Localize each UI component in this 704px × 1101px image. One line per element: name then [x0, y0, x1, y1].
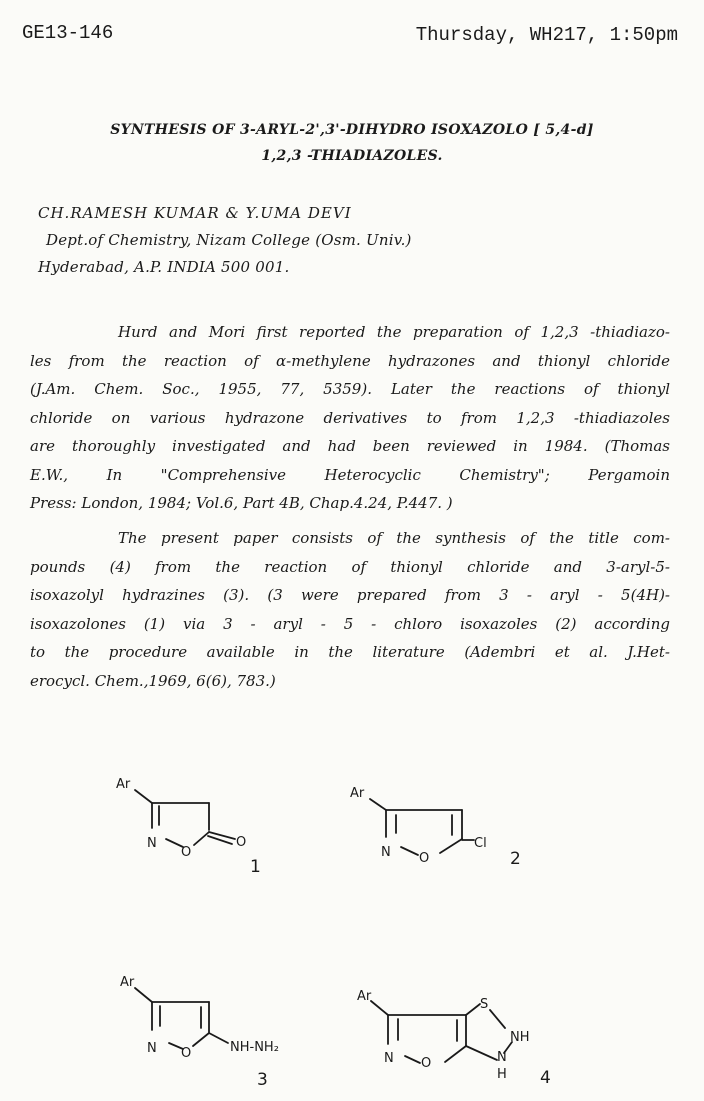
structure-1-number: 1 — [250, 857, 261, 877]
paragraph-line: E.W., In "Comprehensive Heterocyclic Chemistry"; Pergamoin — [30, 465, 670, 484]
structure-3-ar: Ar — [120, 975, 135, 990]
paragraph-line: are thoroughly investigated and had been reviewed in 1984. (Thomas — [30, 437, 670, 455]
paragraph-line: to the procedure available in the literature (Adembri et al. J.Het- — [30, 643, 670, 661]
affiliation-line-1: Dept.of Chemistry, Nizam College (Osm. Univ.) — [46, 231, 412, 249]
structure-3-number: 3 — [257, 1070, 268, 1090]
structure-2-number: 2 — [510, 849, 521, 869]
structure-2-cl: Cl — [474, 836, 487, 851]
structure-4-n: N — [497, 1050, 507, 1065]
authors: CH.RAMESH KUMAR & Y.UMA DEVI — [38, 204, 352, 222]
structure-4-o: O — [421, 1056, 432, 1071]
structure-1-carbonyl-o: O — [236, 835, 247, 850]
paper-title-line-1: SYNTHESIS OF 3-ARYL-2',3'-DIHYDRO ISOXAZOLO [ 5,4-d] — [110, 122, 594, 138]
structure-2-n: N — [381, 845, 391, 860]
structure-1-n: N — [147, 836, 157, 851]
structure-1-ar: Ar — [116, 777, 131, 792]
paragraph-line: (J.Am. Chem. Soc., 1955, 77, 5359). Later the reactions of thionyl — [30, 380, 670, 398]
structure-2-o: O — [419, 851, 430, 866]
structure-3-o: O — [181, 1046, 192, 1061]
paragraph-present-work — [30, 524, 670, 695]
structure-3-bonds — [135, 988, 228, 1049]
structure-1-o: O — [181, 845, 192, 860]
chemical-structures — [0, 760, 704, 1101]
paper-title-line-2: 1,2,3 -THIADIAZOLES. — [261, 148, 443, 164]
paragraph-line: les from the reaction of α-methylene hydrazones and thionyl chloride — [30, 351, 670, 370]
structure-4-nh: NH — [510, 1030, 530, 1045]
header-code: GE13-146 — [22, 22, 114, 44]
affiliation-line-2: Hyderabad, A.P. INDIA 500 001. — [38, 258, 290, 276]
paragraph-line: Press: London, 1984; Vol.6, Part 4B, Chap.4.24, P.447. ) — [30, 494, 453, 512]
structure-4-number: 4 — [540, 1068, 551, 1088]
paragraph-line: The present paper consists of the synthesis of the title com- — [118, 529, 670, 547]
paragraph-line: chloride on various hydrazone derivatives to from 1,2,3 -thiadiazoles — [30, 408, 670, 427]
paragraph-intro — [30, 318, 670, 518]
structure-4-h: H — [497, 1067, 507, 1082]
structure-2-ar: Ar — [350, 786, 365, 801]
paragraph-line: Hurd and Mori first reported the preparation of 1,2,3 -thiadiazo- — [118, 323, 670, 341]
structure-4-ring-n: N — [384, 1051, 394, 1066]
structure-4-ar: Ar — [357, 989, 372, 1004]
header-session: Thursday, WH217, 1:50pm — [415, 24, 678, 46]
paragraph-line: isoxazolyl hydrazines (3). (3 were prepared from 3 - aryl - 5(4H)- — [30, 586, 670, 604]
structure-3-hydrazine: NH-NH₂ — [230, 1040, 279, 1055]
structure-3-n: N — [147, 1041, 157, 1056]
structure-4-s: S — [480, 997, 489, 1012]
paragraph-line: pounds (4) from the reaction of thionyl chloride and 3-aryl-5- — [30, 557, 670, 576]
paragraph-line: isoxazolones (1) via 3 - aryl - 5 - chloro isoxazoles (2) according — [30, 614, 670, 633]
paragraph-line: erocycl. Chem.,1969, 6(6), 783.) — [30, 671, 276, 690]
